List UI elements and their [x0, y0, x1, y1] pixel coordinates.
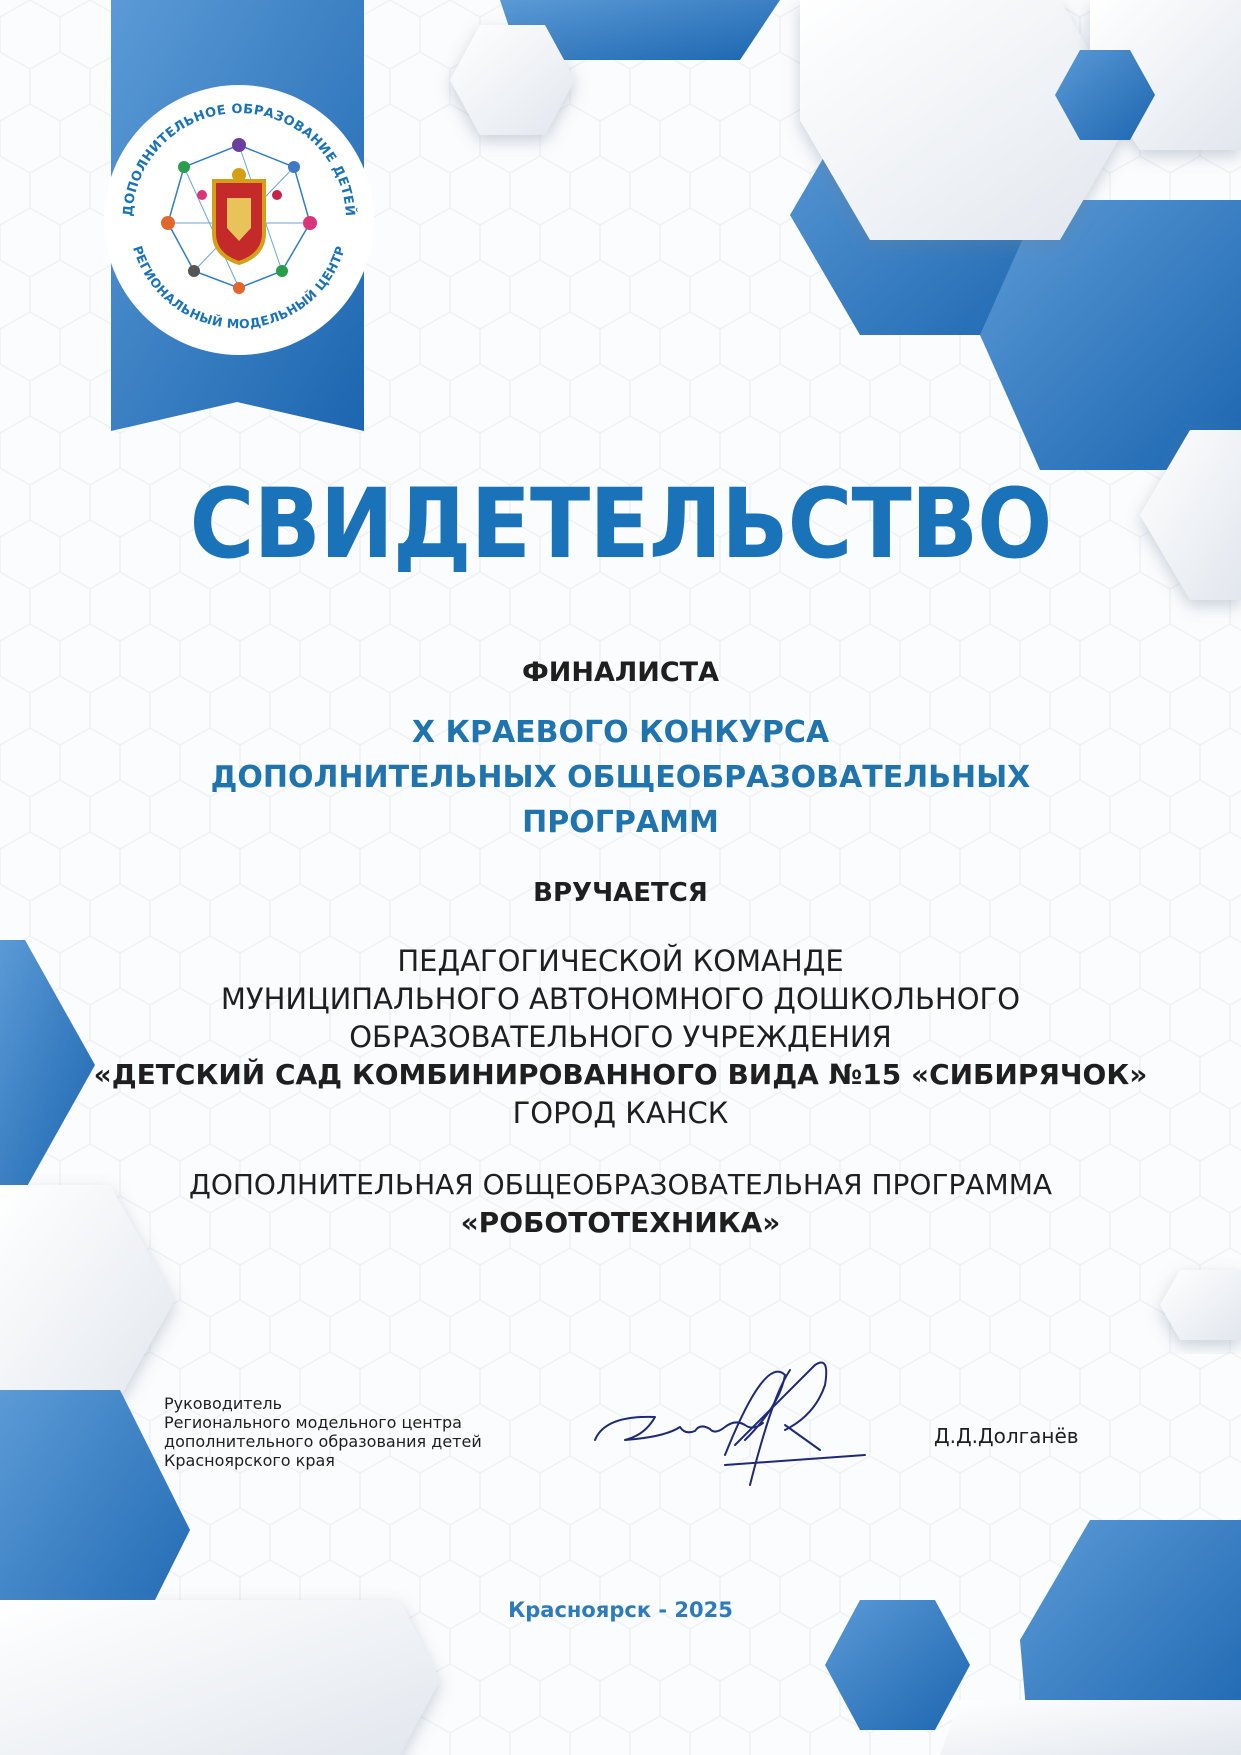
head-name: Д.Д.Долганёв — [934, 1424, 1079, 1448]
program-type: ДОПОЛНИТЕЛЬНАЯ ОБЩЕОБРАЗОВАТЕЛЬНАЯ ПРОГРАММА — [188, 1168, 1053, 1201]
recipient-institution-name: «ДЕТСКИЙ САД КОМБИНИРОВАННОГО ВИДА №15 «СИБИРЯЧОК» — [93, 1058, 1148, 1091]
head-role-line: дополнительного образования детей — [164, 1432, 482, 1451]
contest-line: ПРОГРАММ — [522, 805, 719, 840]
head-role-line: Красноярского края — [164, 1451, 335, 1470]
finalist-heading: ФИНАЛИСТА — [521, 657, 719, 688]
program-name: «РОБОТОТЕХНИКА» — [460, 1206, 781, 1239]
contest-line: X КРАЕВОГО КОНКУРСА — [411, 715, 830, 750]
emblem-ring-bottom-text: РЕГИОНАЛЬНЫЙ МОДЕЛЬНЫЙ ЦЕНТР — [130, 243, 348, 332]
head-role-line: Руководитель — [164, 1394, 283, 1413]
emblem-ring-top-text: ДОПОЛНИТЕЛЬНОЕ ОБРАЗОВАНИЕ ДЕТЕЙ — [120, 101, 358, 218]
city-year-footer: Красноярск - 2025 — [508, 1598, 733, 1622]
head-role-line: Регионального модельного центра — [164, 1413, 462, 1432]
signature-icon — [585, 1345, 885, 1495]
awarded-heading: ВРУЧАЕТСЯ — [533, 878, 708, 908]
contest-line: ДОПОЛНИТЕЛЬНЫХ ОБЩЕОБРАЗОВАТЕЛЬНЫХ — [210, 760, 1031, 795]
head-role — [164, 1394, 482, 1470]
certificate-title: СВИДЕТЕЛЬСТВО — [189, 468, 1052, 580]
emblem-logo — [102, 83, 376, 357]
recipient-city: ГОРОД КАНСК — [512, 1096, 729, 1130]
program-block — [0, 1166, 1241, 1242]
contest-name — [0, 710, 1241, 845]
recipient-block — [0, 942, 1241, 1132]
recipient-line: ОБРАЗОВАТЕЛЬНОГО УЧРЕЖДЕНИЯ — [349, 1020, 892, 1054]
recipient-line: МУНИЦИПАЛЬНОГО АВТОНОМНОГО ДОШКОЛЬНОГО — [220, 982, 1021, 1016]
recipient-line: ПЕДАГОГИЧЕСКОЙ КОМАНДЕ — [397, 944, 844, 978]
